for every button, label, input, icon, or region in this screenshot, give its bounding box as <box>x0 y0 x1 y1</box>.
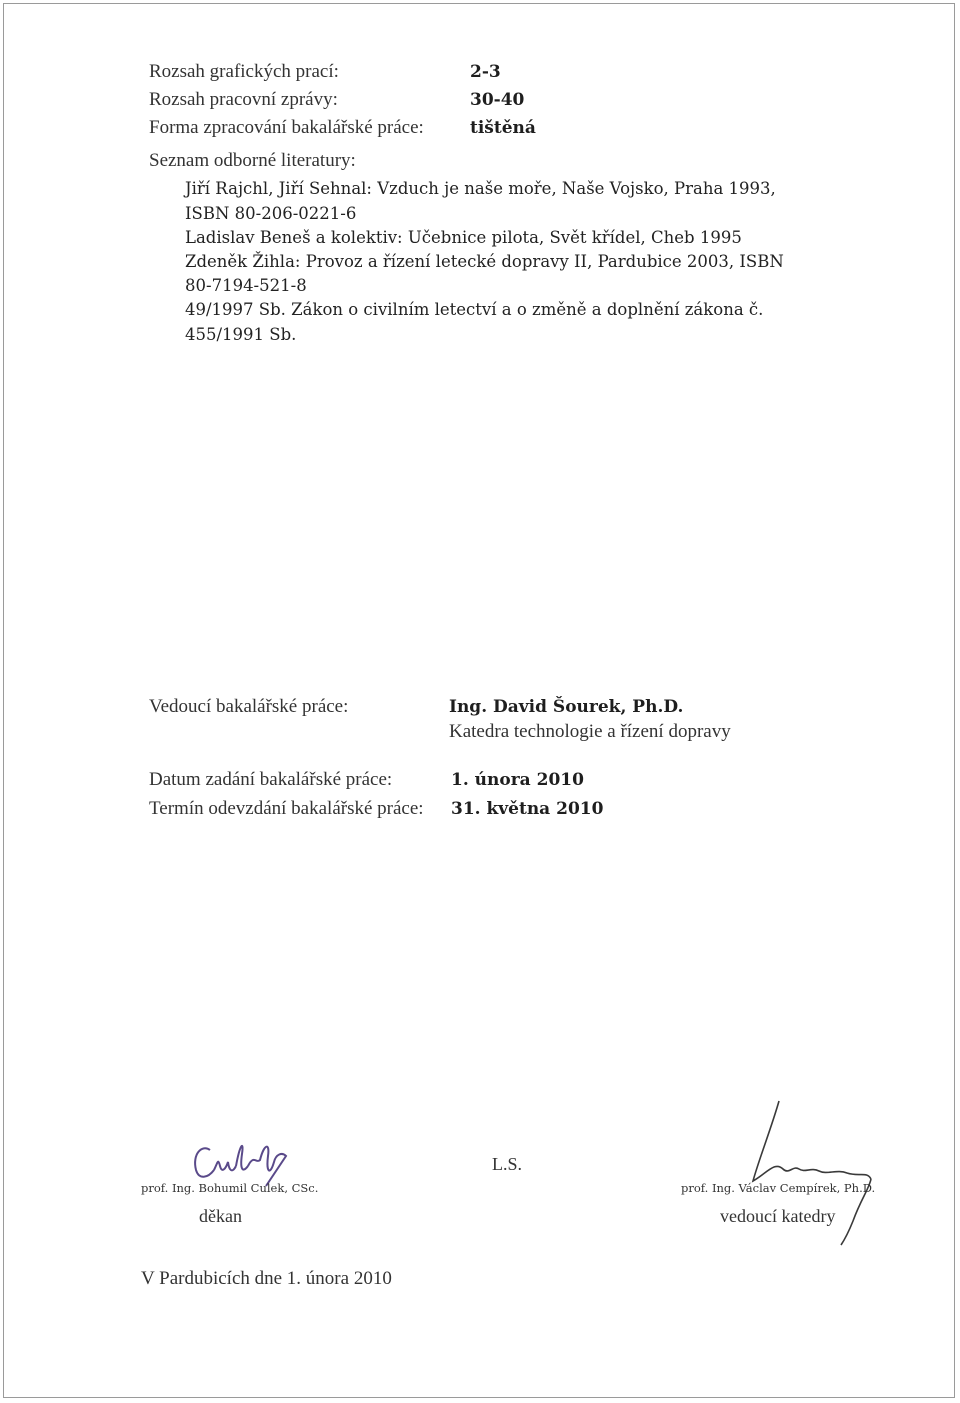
document-page <box>3 3 955 1398</box>
dean-name: prof. Ing. Bohumil Culek, CSc. <box>141 1181 319 1195</box>
supervisor-name: Ing. David Šourek, Ph.D. <box>449 697 684 717</box>
assigned-date-value: 1. února 2010 <box>451 770 584 790</box>
literature-heading: Seznam odborné literatury: <box>149 150 356 171</box>
literature-line: 455/1991 Sb. <box>185 325 297 344</box>
assigned-date-label: Datum zadání bakalářské práce: <box>149 769 393 790</box>
head-name: prof. Ing. Václav Cempírek, Ph.D. <box>681 1181 876 1195</box>
literature-line: 80-7194-521-8 <box>185 276 307 295</box>
literature-line: Zdeněk Žihla: Provoz a řízení letecké dopravy II, Pardubice 2003, ISBN <box>185 252 784 271</box>
supervisor-label: Vedoucí bakalářské práce: <box>149 696 349 717</box>
deadline-value: 31. května 2010 <box>451 799 604 819</box>
graphic-works-label: Rozsah grafických prací: <box>149 61 339 82</box>
deadline-label: Termín odevzdání bakalářské práce: <box>149 798 424 819</box>
place-date: V Pardubicích dne 1. února 2010 <box>141 1268 392 1289</box>
report-scope-label: Rozsah pracovní zprávy: <box>149 89 338 110</box>
literature-line: ISBN 80-206-0221-6 <box>185 204 357 223</box>
head-role: vedoucí katedry <box>720 1206 836 1226</box>
thesis-form-value: tištěná <box>470 118 536 138</box>
supervisor-department: Katedra technologie a řízení dopravy <box>449 721 731 742</box>
dean-role: děkan <box>199 1206 242 1226</box>
literature-line: Ladislav Beneš a kolektiv: Učebnice pilota, Svět křídel, Cheb 1995 <box>185 228 742 247</box>
thesis-form-label: Forma zpracování bakalářské práce: <box>149 117 424 138</box>
literature-line: 49/1997 Sb. Zákon o civilním letectví a o změně a doplnění zákona č. <box>185 300 764 319</box>
report-scope-value: 30-40 <box>470 90 525 110</box>
graphic-works-value: 2-3 <box>470 62 501 82</box>
literature-line: Jiří Rajchl, Jiří Sehnal: Vzduch je naše moře, Naše Vojsko, Praha 1993, <box>185 179 776 198</box>
seal-mark: L.S. <box>492 1154 523 1174</box>
